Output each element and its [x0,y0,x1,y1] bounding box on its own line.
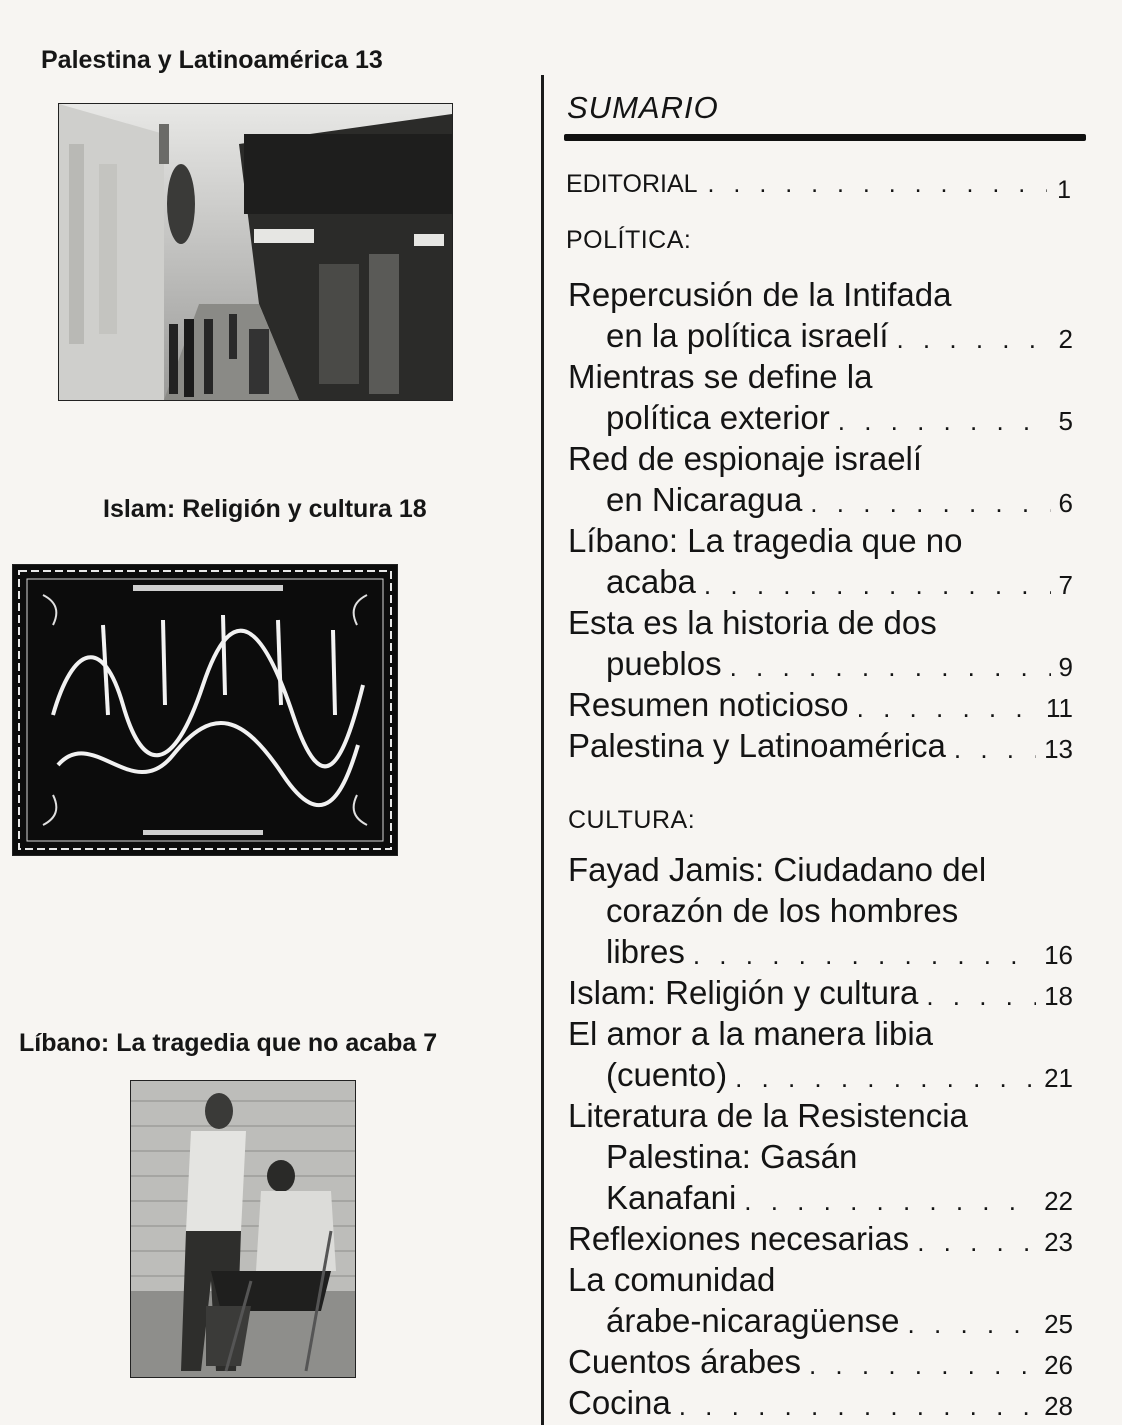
toc-entry-title: Islam: Religión y cultura [568,974,919,1011]
toc-entry-title: Repercusión de la Intifada [568,276,952,313]
toc-entry[interactable] [568,438,1073,520]
column-divider [541,75,544,1425]
toc-entry-title: El amor a la manera libia [568,1015,933,1052]
leader-dots [908,1307,1037,1341]
toc-entry[interactable] [568,1259,1073,1341]
leader-dots [896,322,1050,356]
sumario-title: SUMARIO [567,90,719,125]
toc-entry[interactable] [568,684,1073,725]
toc-entry-title: Palestina: Gasán [606,1138,858,1175]
leader-dots [954,732,1036,766]
toc-entry[interactable] [568,849,1073,972]
toc-entry[interactable] [568,356,1073,438]
sumario-rule [564,134,1086,141]
toc-entry-editorial[interactable] [566,170,1071,205]
toc-entry-title: en la política israelí [606,317,889,354]
street-photo [58,103,453,401]
arabic-calligraphy-image [13,565,397,855]
toc-page-number: 28 [1044,1391,1073,1421]
toc-page-number: 5 [1058,406,1073,436]
toc-page-number: 23 [1044,1227,1073,1257]
street-photo-image [59,104,452,400]
toc-page-number: 9 [1058,652,1073,682]
toc-entry[interactable] [568,602,1073,684]
toc-entry-title: Líbano: La tragedia que no [568,522,963,559]
toc-entry-title: árabe-nicaragüense [606,1302,900,1339]
toc-entry[interactable] [568,1382,1073,1423]
toc-page-number: 26 [1044,1350,1073,1380]
toc-entry-title: pueblos [606,645,722,682]
toc-page-number: 1 [1057,176,1071,204]
toc-entry-title: Esta es la historia de dos [568,604,937,641]
toc-entry-title: Fayad Jamis: Ciudadano del [568,851,987,888]
toc-page-number: 7 [1058,570,1073,600]
feature-caption-palestina: Palestina y Latinoamérica 13 [41,46,383,74]
toc-entry[interactable] [568,520,1073,602]
toc-entry-title: Kanafani [606,1179,737,1216]
toc-entry-title: Cocina [568,1384,671,1421]
toc-page-number: 6 [1058,488,1073,518]
section-label-cultura: CULTURA: [568,806,696,834]
toc-entry-title: Mientras se define la [568,358,873,395]
toc-page-number: 25 [1044,1309,1073,1339]
toc-page-number: 21 [1044,1063,1073,1093]
toc-entry-title: corazón de los hombres [606,892,959,929]
leader-dots [917,1225,1036,1259]
leader-dots [735,1061,1036,1095]
leader-dots [693,938,1036,972]
toc-page-number: 22 [1044,1186,1073,1216]
calligraphy-panel [12,564,398,856]
leader-dots [857,691,1038,725]
toc-entry-title: en Nicaragua [606,481,803,518]
leader-dots [730,650,1051,684]
toc-page-number: 11 [1046,693,1073,723]
leader-dots [744,1184,1036,1218]
leader-dots [926,979,1036,1013]
toc-entry-title: acaba [606,563,696,600]
toc-entry[interactable] [568,274,1073,356]
barber-photo-image [131,1081,355,1377]
feature-caption-islam: Islam: Religión y cultura 18 [103,495,427,523]
barber-photo [130,1080,356,1378]
section-label-politica: POLÍTICA: [566,226,692,254]
toc-entry-title: Palestina y Latinoamérica [568,727,946,764]
toc-entry[interactable] [568,1095,1073,1218]
toc-page-number: 16 [1044,940,1073,970]
toc-entry[interactable] [568,972,1073,1013]
toc-entry-title: Resumen noticioso [568,686,849,723]
toc-entry-title: Reflexiones necesarias [568,1220,910,1257]
toc-entry[interactable] [568,1341,1073,1382]
toc-entry-title: La comunidad [568,1261,776,1298]
feature-caption-libano: Líbano: La tragedia que no acaba 7 [19,1029,438,1057]
toc-entry-title: política exterior [606,399,830,436]
leader-dots [838,404,1051,438]
leader-dots [704,568,1051,602]
toc-entry-title: EDITORIAL [566,170,698,198]
toc-entry-title: (cuento) [606,1056,728,1093]
leader-dots [679,1389,1036,1423]
toc-entry-title: Cuentos árabes [568,1343,801,1380]
toc-page-number: 2 [1058,324,1073,354]
toc-entry-title: Literatura de la Resistencia [568,1097,968,1134]
leader-dots [810,486,1050,520]
toc-entry[interactable] [568,1218,1073,1259]
leader-dots [809,1348,1036,1382]
toc-page-number: 13 [1044,734,1073,764]
toc-entry[interactable] [568,725,1073,766]
toc-entry[interactable] [568,1013,1073,1095]
toc-entry-title: libres [606,933,685,970]
leader-dots [708,170,1048,205]
toc-page-number: 18 [1044,981,1073,1011]
toc-entry-title: Red de espionaje israelí [568,440,923,477]
